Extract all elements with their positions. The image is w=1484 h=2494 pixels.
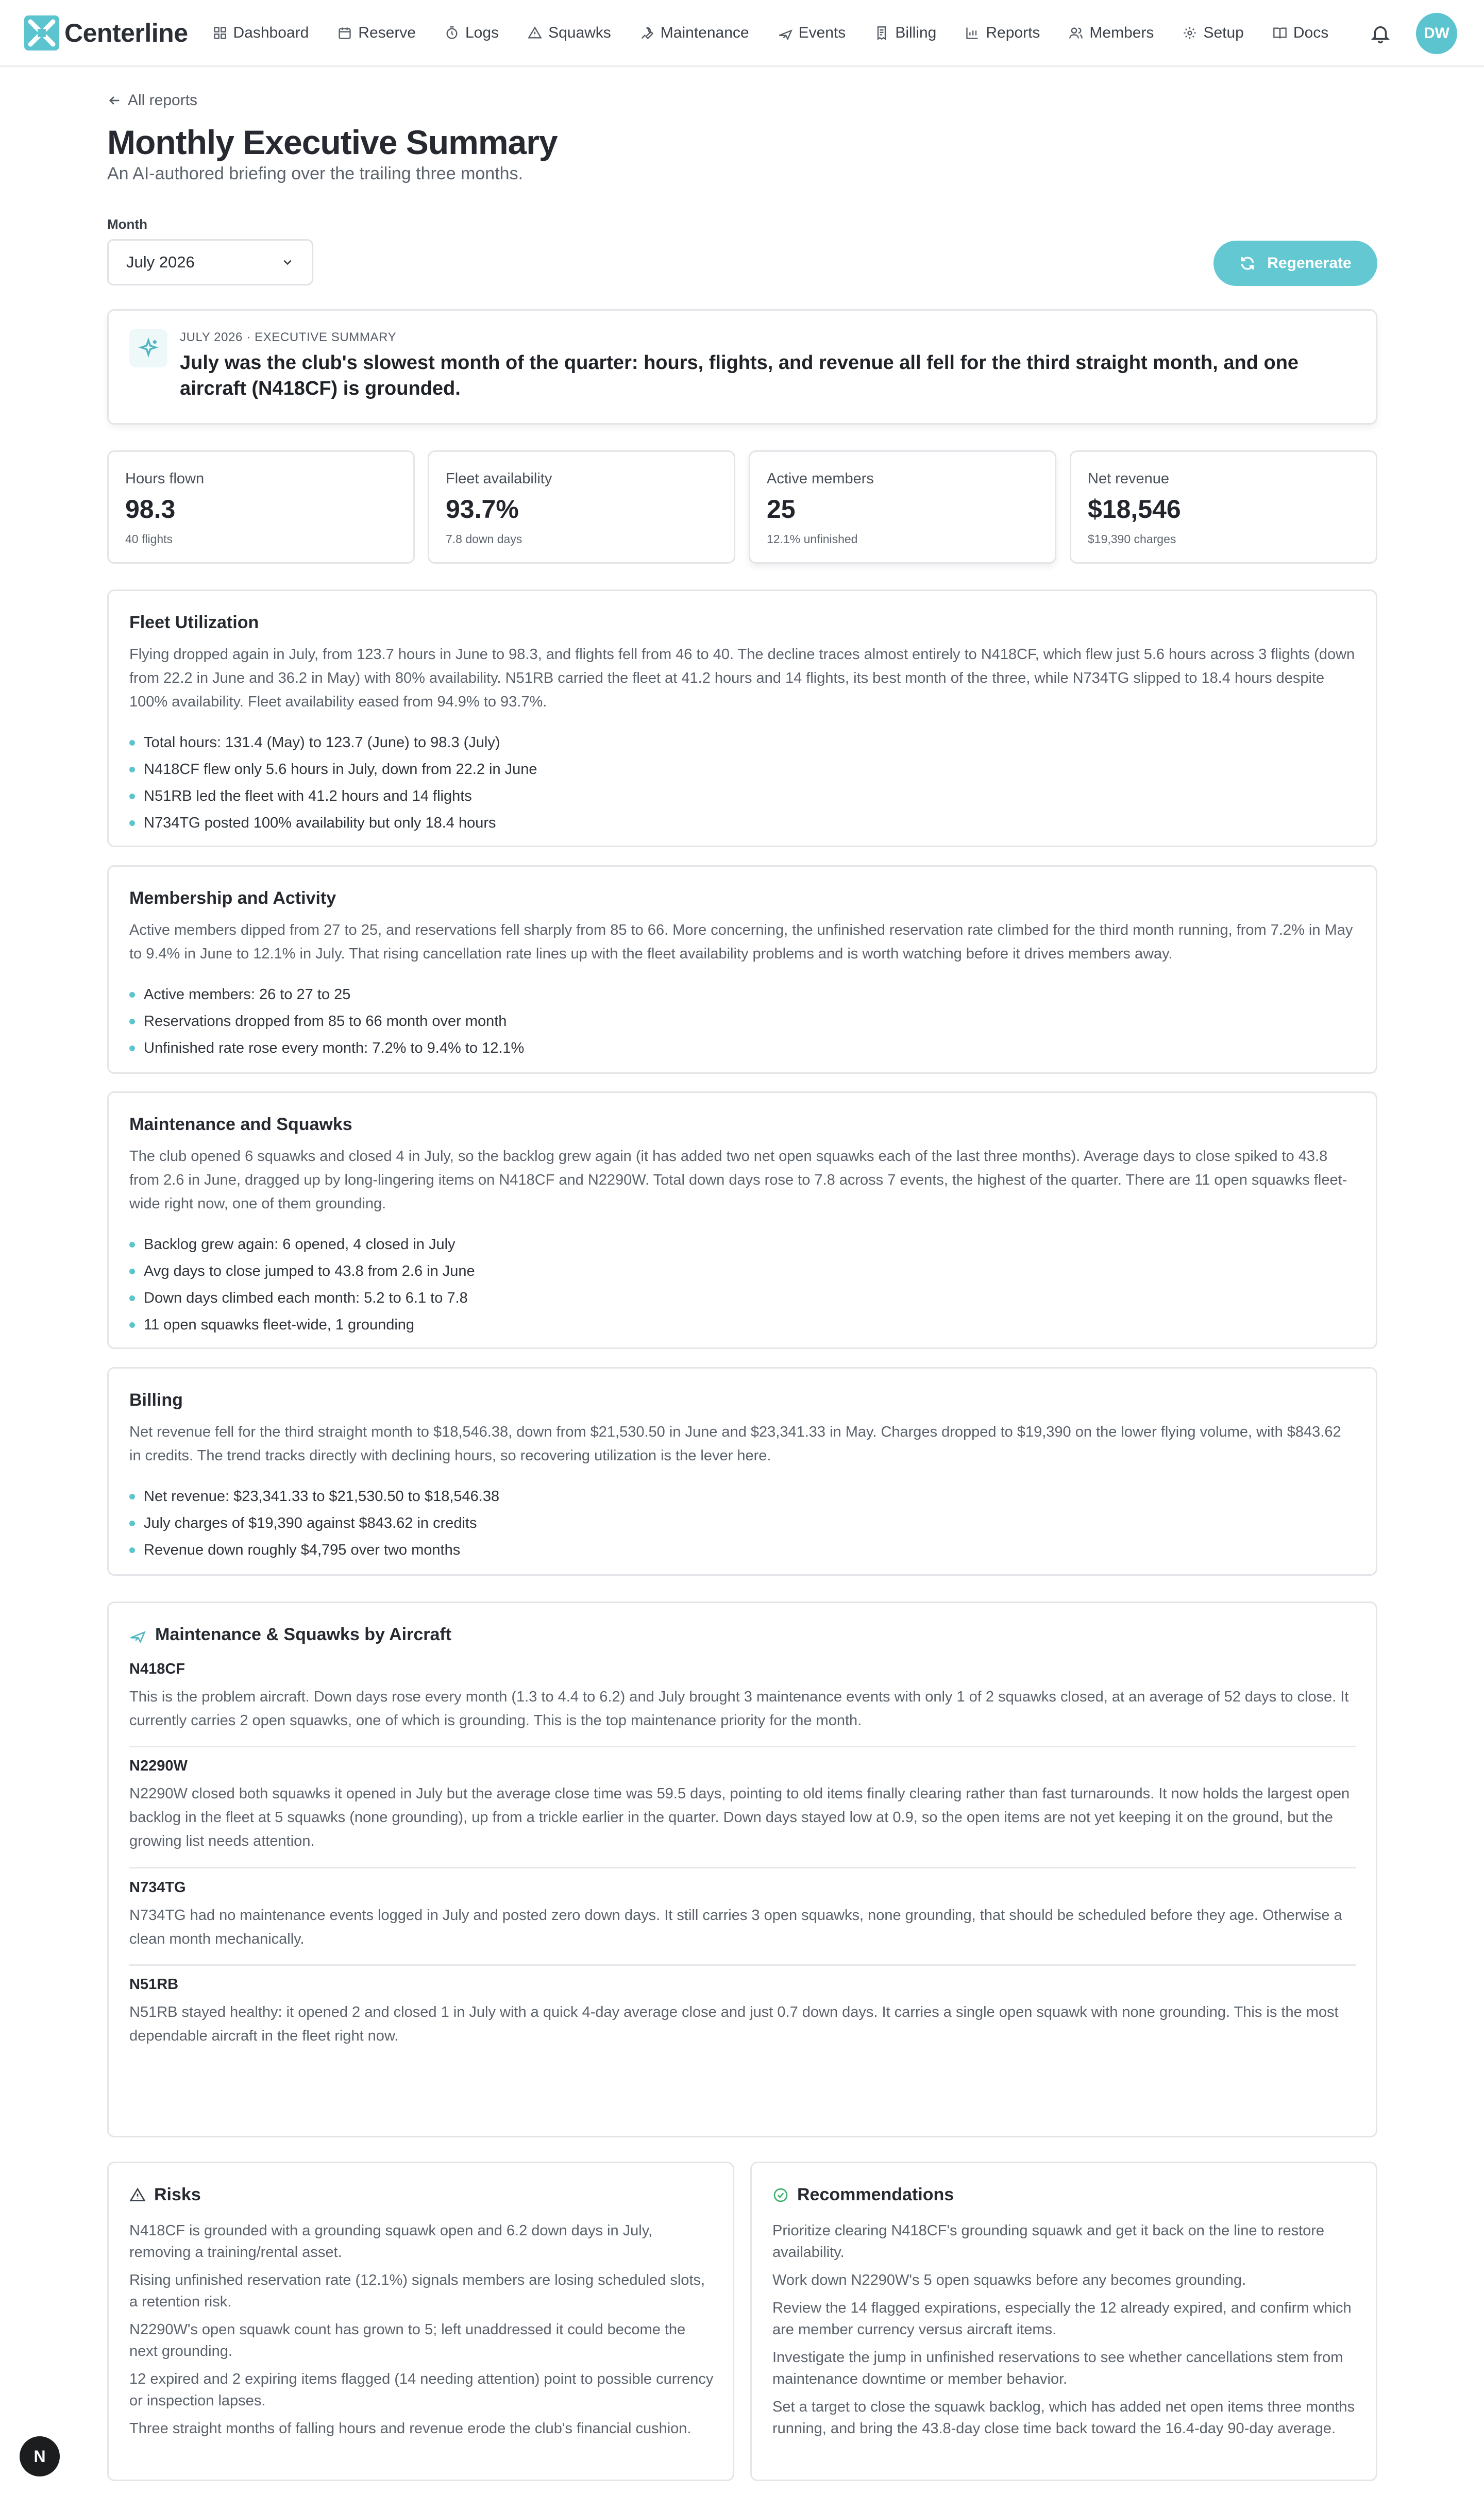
nav-reserve[interactable]: [323, 0, 430, 66]
divider: [129, 1867, 1356, 1868]
nav-label: Members: [1089, 24, 1154, 41]
risks-card: [107, 2162, 734, 2481]
summary-kicker: JULY 2026 · EXECUTIVE SUMMARY: [180, 330, 397, 344]
nav-label: Maintenance: [660, 24, 749, 41]
recommendation-item: Set a target to close the squawk backlog, which has added net open items three months running, and bring the 43.8-day close time back toward the 16.4-day 90-day average.: [772, 2399, 1355, 2437]
kpi-subtext: 40 flights: [125, 532, 173, 546]
risks-header: [129, 2185, 201, 2205]
regenerate-label: Regenerate: [1267, 255, 1352, 272]
section-title: Fleet Utilization: [129, 613, 259, 632]
warning-icon: [129, 2187, 146, 2203]
kpi-subtext: $19,390 charges: [1088, 532, 1176, 546]
gear-icon: [1183, 26, 1197, 40]
nav-label: Logs: [465, 24, 499, 41]
risk-item: Rising unfinished reservation rate (12.1%) signals members are losing scheduled slots, a retention risk.: [129, 2272, 705, 2310]
executive-summary-card: [107, 309, 1377, 425]
bullet-item: 11 open squawks fleet-wide, 1 grounding: [129, 1311, 1356, 1338]
bullet-item: N734TG posted 100% availability but only 18.4 hours: [129, 810, 1356, 836]
receipt-icon: [874, 26, 889, 40]
kpi-label: Net revenue: [1088, 470, 1169, 487]
brand-logo[interactable]: [23, 14, 188, 52]
wrench-icon: [640, 26, 654, 40]
users-icon: [1069, 26, 1083, 40]
kpi-net-revenue: [1070, 450, 1377, 564]
section-maintenance: [107, 1091, 1377, 1349]
aircraft-entry: [129, 1879, 1356, 1951]
section-bullets: [129, 1483, 1356, 1563]
bullet-item: Down days climbed each month: 5.2 to 6.1 to 7.8: [129, 1285, 1356, 1311]
timer-icon: [445, 26, 459, 40]
recommendations-card: [750, 2162, 1377, 2481]
bullet-item: Avg days to close jumped to 43.8 from 2.6 in June: [129, 1258, 1356, 1285]
bullet-item: Reservations dropped from 85 to 66 month over month: [129, 1008, 1356, 1035]
month-label: Month: [107, 216, 147, 232]
kpi-row: [107, 450, 1377, 564]
nav-label: Reserve: [358, 24, 416, 41]
aircraft-tail: N2290W: [129, 1758, 188, 1774]
risks-title: Risks: [154, 2185, 201, 2204]
nav-billing[interactable]: [860, 0, 951, 66]
aircraft-entry: [129, 1758, 1356, 1853]
section-title: Membership and Activity: [129, 888, 336, 908]
aircraft-text: N51RB stayed healthy: it opened 2 and closed 1 in July with a quick 4-day average close and just 0.7 down days. It carries a single open squawk with none grounding. This is the most dependable aircraft in the fleet right now.: [129, 2004, 1339, 2044]
nav-label: Docs: [1293, 24, 1329, 41]
check-circle-icon: [772, 2187, 789, 2203]
risk-item: N418CF is grounded with a grounding squawk open and 6.2 down days in July, removing a training/rental asset.: [129, 2222, 653, 2261]
centerline-logo-icon: [23, 14, 60, 52]
kpi-label: Hours flown: [125, 470, 205, 487]
bullet-item: N51RB led the fleet with 41.2 hours and 14 flights: [129, 783, 1356, 810]
aircraft-tail: N734TG: [129, 1879, 186, 1896]
month-select-value: July 2026: [126, 253, 195, 271]
page-subtitle: An AI-authored briefing over the trailing three months.: [107, 164, 524, 183]
section-paragraph: Flying dropped again in July, from 123.7 hours in June to 98.3, and flights fell from 46 to 40. The decline traces almost entirely to N418CF, which flew just 5.6 hours across 3 flights (down from 22.2 in June and 36.2 in May) with 80% availability. N51RB carried the fleet at 41.2 hours and 14 flights, its best month of the three, while N734TG slipped to 18.4 hours despite 100% availability. Fleet availability eased from 94.9% to 93.7%.: [129, 646, 1355, 710]
nav-dashboard[interactable]: [198, 0, 324, 66]
bullet-item: July charges of $19,390 against $843.62 in credits: [129, 1510, 1356, 1537]
kpi-subtext: 12.1% unfinished: [767, 532, 858, 546]
section-bullets: [129, 981, 1356, 1061]
nav-label: Dashboard: [233, 24, 309, 41]
section-paragraph: The club opened 6 squawks and closed 4 in July, so the backlog grew again (it has added two net open squawks each of the last three months). Average days to close spiked to 43.8 from 2.6 in June, dragged up by long-lingering items on N418CF and N2290W. Total down days rose to 7.8 across 7 events, the highest of the quarter. There are 11 open squawks fleet-wide right now, one of them grounding.: [129, 1148, 1347, 1212]
arrow-left-icon: [107, 93, 122, 108]
section-membership: [107, 865, 1377, 1074]
risk-item: 12 expired and 2 expiring items flagged (14 needing attention) point to possible currency or inspection lapses.: [129, 2371, 714, 2409]
bell-icon: [1370, 23, 1391, 44]
recommendations-list: [772, 2220, 1360, 2446]
recommendation-item: Prioritize clearing N418CF's grounding squawk and get it back on the line to restore availability.: [772, 2222, 1325, 2261]
bullet-item: Backlog grew again: 6 opened, 4 closed in July: [129, 1231, 1356, 1258]
grid-icon: [213, 26, 227, 40]
risk-item: N2290W's open squawk count has grown to 5; left unaddressed it could become the next grounding.: [129, 2321, 686, 2360]
bullet-item: Active members: 26 to 27 to 25: [129, 981, 1356, 1008]
kpi-active-members: [749, 450, 1056, 564]
aircraft-tail: N418CF: [129, 1661, 185, 1677]
section-title: Billing: [129, 1390, 183, 1410]
section-billing: [107, 1367, 1377, 1576]
recommendations-header: [772, 2185, 954, 2205]
sparkles-icon: [129, 329, 167, 367]
section-paragraph: Active members dipped from 27 to 25, and reservations fell sharply from 85 to 66. More concerning, the unfinished reservation rate climbed for the third month running, from 7.2% in May to 9.4% in June to 12.1% in July. That rising cancellation rate lines up with the fleet availability problems and is worth watching before it drives members away.: [129, 922, 1353, 962]
brand-name: Centerline: [64, 18, 188, 47]
section-bullets: [129, 1231, 1356, 1338]
divider: [129, 1964, 1356, 1966]
nav-maintenance[interactable]: [626, 0, 764, 66]
bullet-item: Unfinished rate rose every month: 7.2% to 9.4% to 12.1%: [129, 1035, 1356, 1061]
back-link-label: All reports: [128, 92, 198, 109]
section-by-aircraft: [107, 1602, 1377, 2137]
risk-item: Three straight months of falling hours and revenue erode the club's financial cushion.: [129, 2420, 692, 2437]
aircraft-entry: [129, 1976, 1356, 2048]
aircraft-text: N2290W closed both squawks it opened in July but the average close time was 59.5 days, pointing to old items finally clearing rather than fast turnarounds. It now holds the largest open backlog in the fleet at 5 squawks (none grounding), up from a trickle earlier in the quarter. Down days stayed low at 0.9, so the open items are not yet keeping it on the ground, but the growing list needs attention.: [129, 1785, 1350, 1849]
nav-reports[interactable]: [951, 0, 1054, 66]
warning-icon: [528, 26, 542, 40]
main-nav: [198, 0, 1343, 66]
aircraft-tail: N51RB: [129, 1976, 179, 1993]
refresh-icon: [1239, 255, 1256, 272]
aircraft-entry: [129, 1661, 1356, 1732]
aircraft-section-header: [129, 1625, 451, 1645]
divider: [129, 1746, 1356, 1747]
chart-icon: [965, 26, 980, 40]
kpi-value: 93.7%: [446, 495, 519, 524]
bullet-item: N418CF flew only 5.6 hours in July, down from 22.2 in June: [129, 756, 1356, 783]
kpi-label: Active members: [767, 470, 874, 487]
nav-squawks[interactable]: [513, 0, 626, 66]
month-select[interactable]: [107, 239, 313, 285]
kpi-value: 25: [767, 495, 796, 524]
section-fleet-utilization: [107, 589, 1377, 847]
regenerate-button[interactable]: [1213, 241, 1377, 286]
bullet-item: Revenue down roughly $4,795 over two months: [129, 1537, 1356, 1563]
recommendations-title: Recommendations: [797, 2185, 954, 2204]
bullet-item: Net revenue: $23,341.33 to $21,530.50 to $18,546.38: [129, 1483, 1356, 1510]
kpi-fleet-availability: [428, 450, 735, 564]
bullet-item: Total hours: 131.4 (May) to 123.7 (June) to 98.3 (July): [129, 729, 1356, 756]
all-reports-link[interactable]: [107, 92, 197, 109]
risks-list: [129, 2220, 717, 2446]
section-title: Maintenance & Squawks by Aircraft: [155, 1625, 452, 1644]
summary-headline: July was the club's slowest month of the quarter: hours, flights, and revenue all fell for the third straight month, and one aircraft (N418CF) is grounded.: [180, 352, 1299, 399]
nav-events[interactable]: [764, 0, 861, 66]
section-bullets: [129, 729, 1356, 836]
recommendation-item: Review the 14 flagged expirations, especially the 12 already expired, and confirm which are member currency versus aircraft items.: [772, 2300, 1352, 2338]
aircraft-text: This is the problem aircraft. Down days rose every month (1.3 to 4.4 to 6.2) and July brought 3 maintenance events with only 1 of 2 squawks closed, at an average of 52 days to close. It currently carries 2 open squawks, one of which is grounding. This is the top maintenance priority for the month.: [129, 1689, 1349, 1729]
section-paragraph: Net revenue fell for the third straight month to $18,546.38, down from $21,530.50 in June and $23,341.33 in May. Charges dropped to $19,390 on the lower flying volume, with $843.62 in credits. The trend tracks directly with declining hours, so recovering utilization is the lever here.: [129, 1424, 1341, 1464]
recommendation-item: Investigate the jump in unfinished reservations to see whether cancellations stem from maintenance downtime or member behavior.: [772, 2349, 1343, 2387]
calendar-icon: [338, 26, 352, 40]
nav-label: Events: [798, 24, 846, 41]
nav-label: Squawks: [548, 24, 611, 41]
nav-members[interactable]: [1054, 0, 1168, 66]
plane-icon: [129, 1627, 146, 1643]
user-avatar[interactable]: DW: [1416, 13, 1457, 54]
nav-label: Reports: [986, 24, 1040, 41]
notifications-button[interactable]: [1370, 23, 1391, 44]
nav-label: Billing: [895, 24, 937, 41]
page-title: Monthly Executive Summary: [107, 123, 558, 161]
kpi-value: 98.3: [125, 495, 176, 524]
nav-setup[interactable]: [1168, 0, 1258, 66]
nav-label: Setup: [1203, 24, 1244, 41]
chevron-down-icon: [281, 256, 294, 269]
kpi-subtext: 7.8 down days: [446, 532, 522, 546]
recommendation-item: Work down N2290W's 5 open squawks before any becomes grounding.: [772, 2272, 1246, 2288]
aircraft-text: N734TG had no maintenance events logged in July and posted zero down days. It still carries 3 open squawks, none grounding, that should be scheduled before they age. Otherwise a clean month mechanically.: [129, 1907, 1342, 1947]
nav-docs[interactable]: [1258, 0, 1343, 66]
kpi-value: $18,546: [1088, 495, 1181, 524]
nav-logs[interactable]: [430, 0, 513, 66]
kpi-hours-flown: [107, 450, 415, 564]
floating-n-button[interactable]: N: [20, 2436, 60, 2476]
plane-icon: [778, 26, 792, 40]
kpi-label: Fleet availability: [446, 470, 552, 487]
top-navigation: [0, 0, 1484, 67]
book-icon: [1273, 26, 1287, 40]
section-title: Maintenance and Squawks: [129, 1115, 352, 1134]
